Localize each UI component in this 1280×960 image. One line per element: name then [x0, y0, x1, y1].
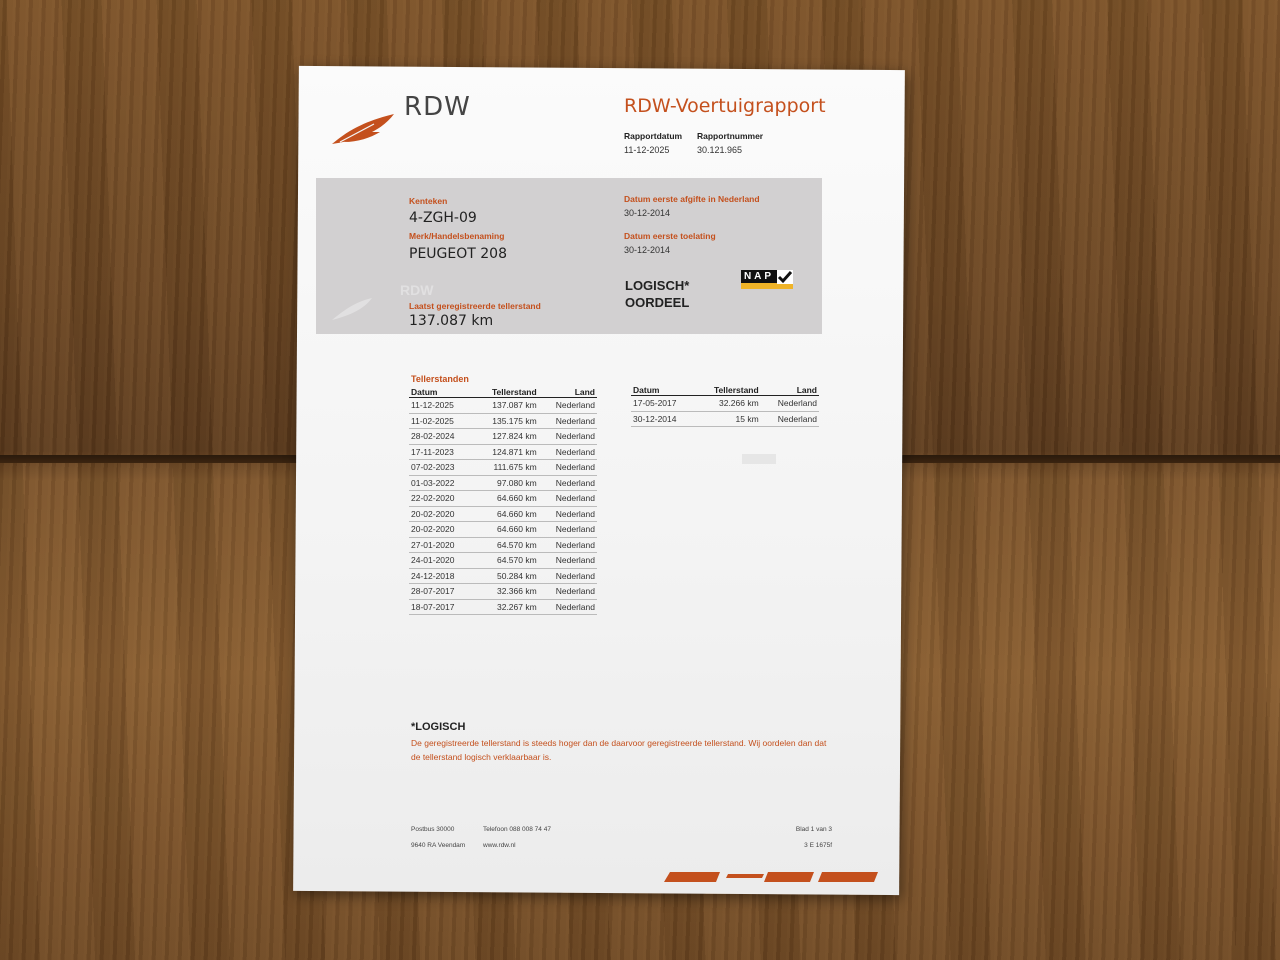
first-issue-label: Datum eerste afgifte in Nederland — [624, 194, 760, 204]
reading-country: Nederland — [539, 522, 597, 538]
verdict-line2: OORDEEL — [625, 295, 690, 310]
reading-date: 18-07-2017 — [409, 599, 473, 615]
reading-odometer: 137.087 km — [473, 398, 539, 414]
reading-date: 22-02-2020 — [409, 491, 473, 507]
report-number: 30.121.965 — [697, 145, 743, 155]
make-value: PEUGEOT 208 — [409, 246, 507, 262]
reading-odometer: 64.660 km — [473, 506, 539, 522]
verdict-line1: LOGISCH* — [625, 278, 690, 293]
nap-logo-text: NAP — [741, 270, 777, 283]
table-row — [409, 522, 597, 538]
brand-name: RDW — [404, 92, 471, 122]
reading-date: 28-07-2017 — [409, 584, 473, 600]
table-row — [409, 460, 597, 476]
reading-country: Nederland — [539, 553, 597, 569]
reading-odometer: 50.284 km — [473, 568, 539, 584]
rdw-feather-icon — [330, 112, 396, 146]
reading-odometer: 32.366 km — [473, 584, 539, 600]
reading-date: 20-02-2020 — [409, 506, 473, 522]
report-date-label: Rapportdatum — [624, 131, 683, 141]
nap-logo — [741, 270, 795, 290]
first-admission-value: 30-12-2014 — [624, 245, 671, 255]
table-row — [409, 475, 597, 491]
reading-country: Nederland — [539, 568, 597, 584]
reading-odometer: 135.175 km — [473, 413, 539, 429]
plate-value: 4-ZGH-09 — [409, 210, 477, 226]
table-row — [409, 429, 597, 445]
reading-country: Nederland — [539, 584, 597, 600]
table-row — [409, 599, 597, 615]
table-row — [409, 537, 597, 553]
report-number-label: Rapportnummer — [697, 131, 764, 141]
table-row — [409, 584, 597, 600]
reading-country: Nederland — [539, 429, 597, 445]
first-issue-value: 30-12-2014 — [624, 208, 671, 218]
reading-date: 01-03-2022 — [409, 475, 473, 491]
table-row — [409, 506, 597, 522]
reading-odometer: 111.675 km — [473, 460, 539, 476]
plate-label: Kenteken — [409, 196, 448, 206]
reading-country: Nederland — [539, 398, 597, 414]
col-country: Land — [761, 384, 819, 396]
readings-title: Tellerstanden — [411, 374, 469, 384]
watermark-feather-icon — [330, 296, 374, 322]
table-row — [409, 398, 597, 414]
reading-date: 07-02-2023 — [409, 460, 473, 476]
reading-odometer: 32.267 km — [473, 599, 539, 615]
col-odometer: Tellerstand — [473, 386, 539, 398]
report-date: 11-12-2025 — [624, 145, 670, 155]
reading-date: 24-12-2018 — [409, 568, 473, 584]
reading-odometer: 64.570 km — [473, 553, 539, 569]
odometer-value: 137.087 km — [409, 313, 494, 329]
footer-code: 3 E 1675f — [804, 842, 832, 849]
col-date: Datum — [409, 386, 473, 398]
reading-odometer: 124.871 km — [473, 444, 539, 460]
table-header-row — [409, 386, 597, 398]
reading-country: Nederland — [539, 444, 597, 460]
reading-country: Nederland — [761, 411, 819, 427]
col-odometer: Tellerstand — [695, 384, 761, 396]
reading-odometer: 97.080 km — [473, 475, 539, 491]
nap-check-icon — [777, 270, 793, 284]
footer-postbus: Postbus 30000 — [411, 826, 455, 833]
reading-odometer: 64.570 km — [473, 537, 539, 553]
watermark-text: RDW — [400, 282, 434, 298]
footer-stripe-decoration — [664, 870, 880, 884]
readings-table-left — [409, 386, 597, 615]
reading-date: 17-11-2023 — [409, 444, 473, 460]
footer-page: Blad 1 van 3 — [795, 826, 832, 833]
first-admission-label: Datum eerste toelating — [624, 231, 716, 241]
footnote-text: De geregistreerde tellerstand is steeds hoger dan de daarvoor geregistreerde tellerstand. Wij oordelen dan dat de tellerstand logisch verklaarbaar is. — [411, 738, 827, 762]
reading-odometer: 64.660 km — [473, 522, 539, 538]
table-row — [409, 568, 597, 584]
reading-country: Nederland — [539, 475, 597, 491]
reading-date: 24-01-2020 — [409, 553, 473, 569]
footer-address: 9640 RA Veendam — [411, 842, 466, 849]
reading-country: Nederland — [539, 506, 597, 522]
reading-country: Nederland — [539, 599, 597, 615]
table-header-row — [631, 384, 819, 396]
table-row — [409, 491, 597, 507]
reading-country: Nederland — [539, 537, 597, 553]
table-row — [409, 553, 597, 569]
reading-country: Nederland — [761, 396, 819, 412]
reading-date: 17-05-2017 — [631, 396, 695, 412]
readings-table-right — [631, 384, 819, 427]
col-country: Land — [539, 386, 597, 398]
table-row — [631, 411, 819, 427]
reading-country: Nederland — [539, 491, 597, 507]
footer-phone: Telefoon 088 008 74 47 — [483, 826, 551, 833]
make-label: Merk/Handelsbenaming — [409, 231, 505, 241]
reading-date: 11-12-2025 — [409, 398, 473, 414]
footnote-title: *LOGISCH — [411, 721, 466, 733]
reading-odometer: 64.660 km — [473, 491, 539, 507]
reading-country: Nederland — [539, 460, 597, 476]
odometer-label: Laatst geregistreerde tellerstand — [409, 301, 541, 311]
reading-country: Nederland — [539, 413, 597, 429]
report-title: RDW-Voertuigrapport — [624, 95, 826, 117]
reading-date: 28-02-2024 — [409, 429, 473, 445]
table-row — [409, 444, 597, 460]
reading-odometer: 127.824 km — [473, 429, 539, 445]
reading-date: 11-02-2025 — [409, 413, 473, 429]
faint-nap-mark — [742, 454, 776, 464]
reading-date: 30-12-2014 — [631, 411, 695, 427]
reading-date: 27-01-2020 — [409, 537, 473, 553]
table-row — [631, 396, 819, 412]
reading-date: 20-02-2020 — [409, 522, 473, 538]
col-date: Datum — [631, 384, 695, 396]
reading-odometer: 32.266 km — [695, 396, 761, 412]
table-row — [409, 413, 597, 429]
footer-website[interactable]: www.rdw.nl — [483, 842, 516, 849]
reading-odometer: 15 km — [695, 411, 761, 427]
